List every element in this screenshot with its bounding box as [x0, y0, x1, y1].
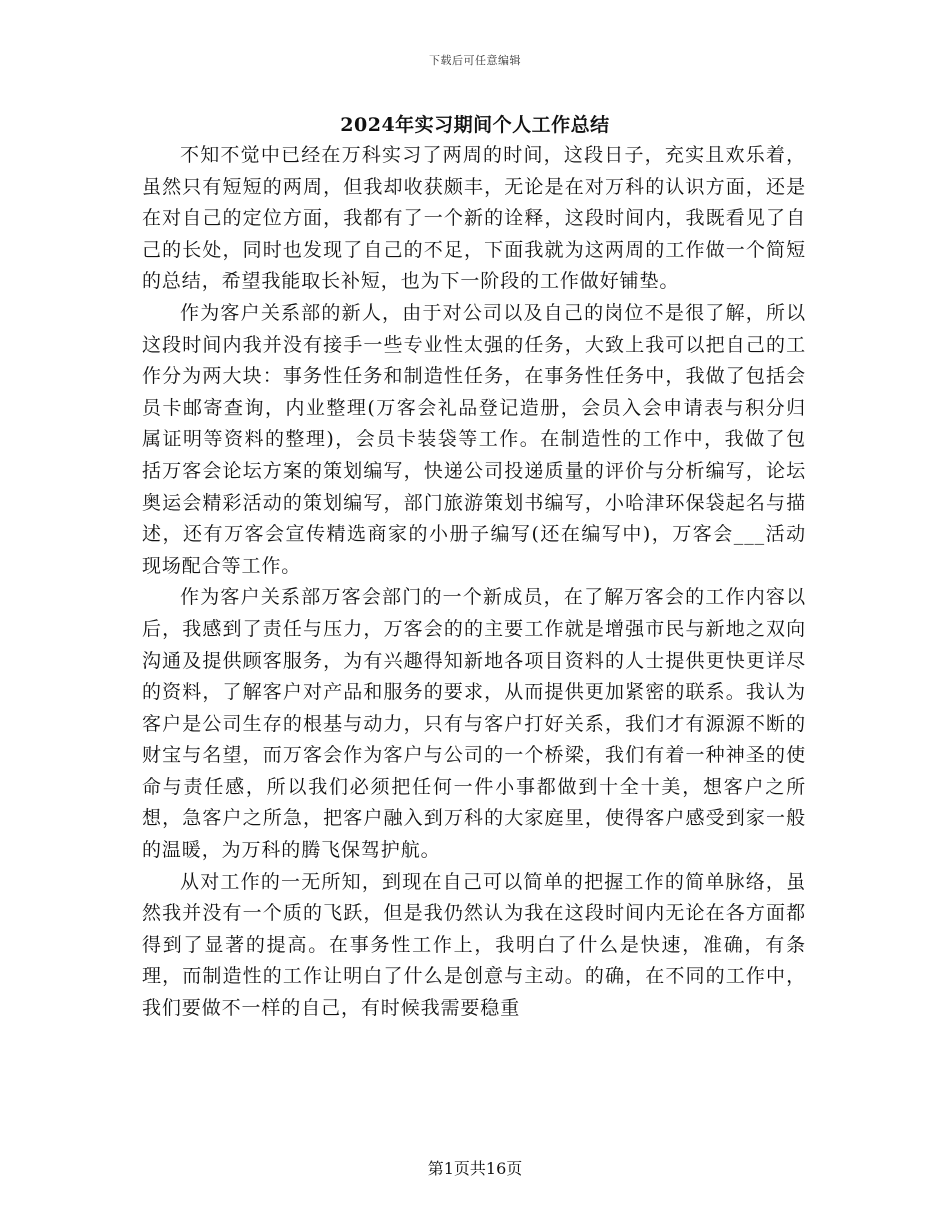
paragraph-1: 不知不觉中已经在万科实习了两周的时间，这段日子，充实且欢乐着，虽然只有短短的两周，但我却收获颇丰，无论是在对万科的认识方面，还是在对自己的定位方面，我都有了一个新的诠释，这段时间内，我既看见了自己的长处，同时也发现了自己的不足，下面我就为这两周的工作做一个简短的总结，希望我能取长补短，也为下一阶段的工作做好铺垫。: [142, 144, 806, 293]
paragraph-3: 作为客户关系部万客会部门的一个新成员，在了解万客会的工作内容以后，我感到了责任与压力，万客会的的主要工作就是增强市民与新地之双向沟通及提供顾客服务，为有兴趣得知新地各项目资料的人士提供更快更详尽的资料，了解客户对产品和服务的要求，从而提供更加紧密的联系。我认为客户是公司生存的根基与动力，只有与客户打好关系，我们才有源源不断的财宝与名望，而万客会作为客户与公司的一个桥梁，我们有着一种神圣的使命与责任感，所以我们必须把任何一件小事都做到十全十美，想客户之所想，急客户之所急，把客户融入到万科的大家庭里，使得客户感受到家一般的温暖，为万科的腾飞保驾护航。: [142, 586, 806, 862]
document-body: [142, 140, 806, 1025]
paragraph-2: 作为客户关系部的新人，由于对公司以及自己的岗位不是很了解，所以这段时间内我并没有接手一些专业性太强的任务，大致上我可以把自己的工作分为两大块：事务性任务和制造性任务，在事务性任务中，我做了包括会员卡邮寄查询，内业整理(万客会礼品登记造册，会员入会申请表与积分归属证明等资料的整理)，会员卡装袋等工作。在制造性的工作中，我做了包括万客会论坛方案的策划编写，快递公司投递质量的评价与分析编写，论坛奥运会精彩活动的策划编写，部门旅游策划书编写，小哈津环保袋起名与描述，还有万客会宣传精选商家的小册子编写(还在编写中)，万客会___活动现场配合等工作。: [142, 301, 806, 577]
document-title: 2024年实习期间个人工作总结: [340, 114, 610, 136]
paragraph-4: 从对工作的一无所知，到现在自己可以简单的把握工作的简单脉络，虽然我并没有一个质的飞跃，但是我仍然认为我在这段时间内无论在各方面都得到了显著的提高。在事务性工作上，我明白了什么是快速，准确，有条理，而制造性的工作让明白了什么是创意与主动。的确，在不同的工作中，我们要做不一样的自己，有时候我需要稳重: [142, 870, 806, 1020]
page-indicator: 第1页共16页: [427, 1159, 523, 1178]
header-note: 下载后可任意编辑: [429, 54, 521, 67]
